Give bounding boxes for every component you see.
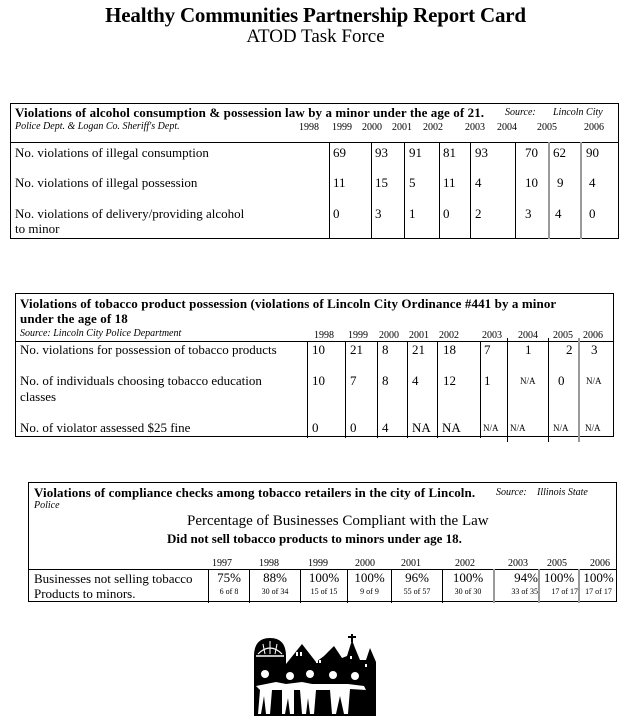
fraction-value: 33 of 35: [511, 587, 538, 596]
year-header: 2002: [439, 330, 459, 341]
cell-value: 4: [382, 420, 389, 435]
source-text-cont: Police Dept. & Logan Co. Sheriff's Dept.: [15, 121, 180, 132]
year-header: 2003: [465, 122, 485, 133]
row-label: No. violations of illegal consumption: [15, 145, 209, 160]
header-divider: [10, 142, 619, 143]
cell-value: N/A: [585, 423, 601, 433]
year-header: 2002: [455, 558, 475, 569]
year-header: 2001: [409, 330, 429, 341]
cell-value: 7: [484, 342, 491, 357]
year-header: 1998: [314, 330, 334, 341]
cell-value: 2: [475, 206, 482, 221]
table-caption: Violations of tobacco product possession (violations of Lincoln City Ordinance #441 by a minor: [20, 296, 557, 311]
cell-value: 12: [443, 373, 456, 388]
year-header: 2006: [584, 122, 604, 133]
year-header: 1999: [332, 122, 352, 133]
year-header: 2003: [482, 330, 502, 341]
cell-value: 4: [475, 175, 482, 190]
cell-value: 93: [375, 145, 388, 160]
row-label-cont: to minor: [15, 221, 60, 236]
cell-value: 0: [333, 206, 340, 221]
fraction-value: 30 of 34: [261, 587, 289, 596]
cell-value: 10: [312, 342, 325, 357]
cell-value: 5: [409, 175, 416, 190]
cell-value: 1: [525, 342, 532, 357]
source-text: Lincoln City: [553, 107, 603, 118]
fraction-value: 9 of 9: [360, 587, 379, 596]
percent-value: 100%: [308, 570, 340, 585]
cell-value: 93: [475, 145, 488, 160]
cell-value: 8: [382, 373, 389, 388]
year-header: 2006: [590, 558, 610, 569]
cell-value: 10: [525, 175, 538, 190]
chart-subheading: Did not sell tobacco products to minors under age 18.: [167, 531, 462, 546]
year-header: 2000: [379, 330, 399, 341]
cell-value: 62: [553, 145, 566, 160]
page-subtitle: ATOD Task Force: [246, 26, 385, 47]
percent-value: 100%: [583, 570, 614, 585]
cell-value: 3: [525, 206, 532, 221]
cell-value: N/A: [586, 376, 602, 386]
cell-value: 21: [412, 342, 425, 357]
cell-value: 0: [558, 373, 565, 388]
cell-value: N/A: [510, 423, 526, 433]
year-header: 2004: [518, 330, 538, 341]
community-people-houses-logo-icon: [252, 634, 376, 716]
year-header: 1998: [299, 122, 319, 133]
fraction-value: 17 of 17: [585, 587, 612, 596]
fraction-value: 30 of 30: [454, 587, 482, 596]
fraction-value: 55 of 57: [403, 587, 431, 596]
cell-value: 2: [566, 342, 573, 357]
year-header: 2005: [537, 122, 557, 133]
year-header: 2003: [508, 558, 528, 569]
cell-value: 4: [589, 175, 596, 190]
cell-value: N/A: [553, 423, 569, 433]
table-caption: Violations of compliance checks among tobacco retailers in the city of Lincoln.: [34, 485, 476, 500]
cell-value: 10: [312, 373, 325, 388]
percent-value: 100%: [452, 570, 484, 585]
year-header: 1999: [348, 330, 368, 341]
cell-value: 70: [525, 145, 538, 160]
cell-value: 3: [591, 342, 598, 357]
cell-value: 91: [409, 145, 422, 160]
percent-value: 75%: [217, 570, 241, 585]
year-header: 2006: [583, 330, 603, 341]
source-label: Source:: [496, 487, 527, 498]
row-label: No. violations for possession of tobacco products: [20, 342, 277, 357]
cell-value: 81: [443, 145, 456, 160]
percent-value: 94%: [514, 570, 538, 585]
fraction-value: 15 of 15: [310, 587, 338, 596]
row-label: No. of violator assessed $25 fine: [20, 420, 191, 435]
year-header: 2002: [423, 122, 443, 133]
cell-value: 15: [375, 175, 388, 190]
row-label: Businesses not selling tobacco: [34, 571, 193, 586]
year-header: 2000: [355, 558, 375, 569]
cell-value: 4: [555, 206, 562, 221]
cell-value: N/A: [483, 423, 499, 433]
cell-value: 0: [589, 206, 596, 221]
source-label: Source:: [505, 107, 536, 118]
percent-value: 96%: [405, 570, 429, 585]
row-label-cont: classes: [20, 389, 57, 404]
year-header: 2005: [547, 558, 567, 569]
fraction-value: 6 of 8: [219, 587, 239, 596]
row-label-cont: Products to minors.: [34, 586, 136, 601]
cell-value: 90: [586, 145, 599, 160]
cell-value: 1: [484, 373, 491, 388]
chart-heading: Percentage of Businesses Compliant with the Law: [187, 513, 489, 529]
cell-value: 0: [312, 420, 319, 435]
page-title: Healthy Communities Partnership Report Card: [105, 3, 526, 27]
table-caption-cont: under the age of 18: [20, 311, 128, 326]
percent-value: 100%: [354, 570, 385, 585]
table-bottom: [15, 436, 614, 437]
source-text: Source: Lincoln City Police Department: [20, 328, 182, 339]
cell-value: 18: [443, 342, 456, 357]
percent-value: 88%: [263, 570, 287, 585]
year-header: 1998: [259, 558, 279, 569]
cell-value: 0: [350, 420, 357, 435]
cell-value: 21: [350, 342, 363, 357]
row-label: No. violations of delivery/providing alcohol: [15, 206, 245, 221]
year-header: 2000: [362, 122, 382, 133]
cell-value: NA: [412, 420, 431, 435]
table-caption: Violations of alcohol consumption & possession law by a minor under the age of 21.: [15, 105, 485, 120]
cell-value: 11: [443, 175, 456, 190]
row-label: No. violations of illegal possession: [15, 175, 198, 190]
fraction-value: 17 of 17: [551, 587, 578, 596]
row-label: No. of individuals choosing tobacco education: [20, 373, 262, 388]
source-text: Illinois State: [537, 487, 588, 498]
cell-value: 1: [409, 206, 416, 221]
cell-value: NA: [442, 420, 461, 435]
year-header: 1997: [212, 558, 232, 569]
source-text-cont: Police: [34, 500, 60, 511]
year-header: 2001: [392, 122, 412, 133]
year-header: 1999: [308, 558, 328, 569]
cell-value: 8: [382, 342, 389, 357]
year-header: 2005: [553, 330, 573, 341]
year-header: 2004: [497, 122, 517, 133]
cell-value: 7: [350, 373, 357, 388]
cell-value: 69: [333, 145, 346, 160]
cell-value: 9: [557, 175, 564, 190]
cell-value: N/A: [520, 376, 536, 386]
cell-value: 0: [443, 206, 450, 221]
cell-value: 4: [412, 373, 419, 388]
cell-value: 11: [333, 175, 346, 190]
percent-value: 100%: [543, 570, 575, 585]
year-header: 2001: [401, 558, 421, 569]
cell-value: 3: [375, 206, 382, 221]
